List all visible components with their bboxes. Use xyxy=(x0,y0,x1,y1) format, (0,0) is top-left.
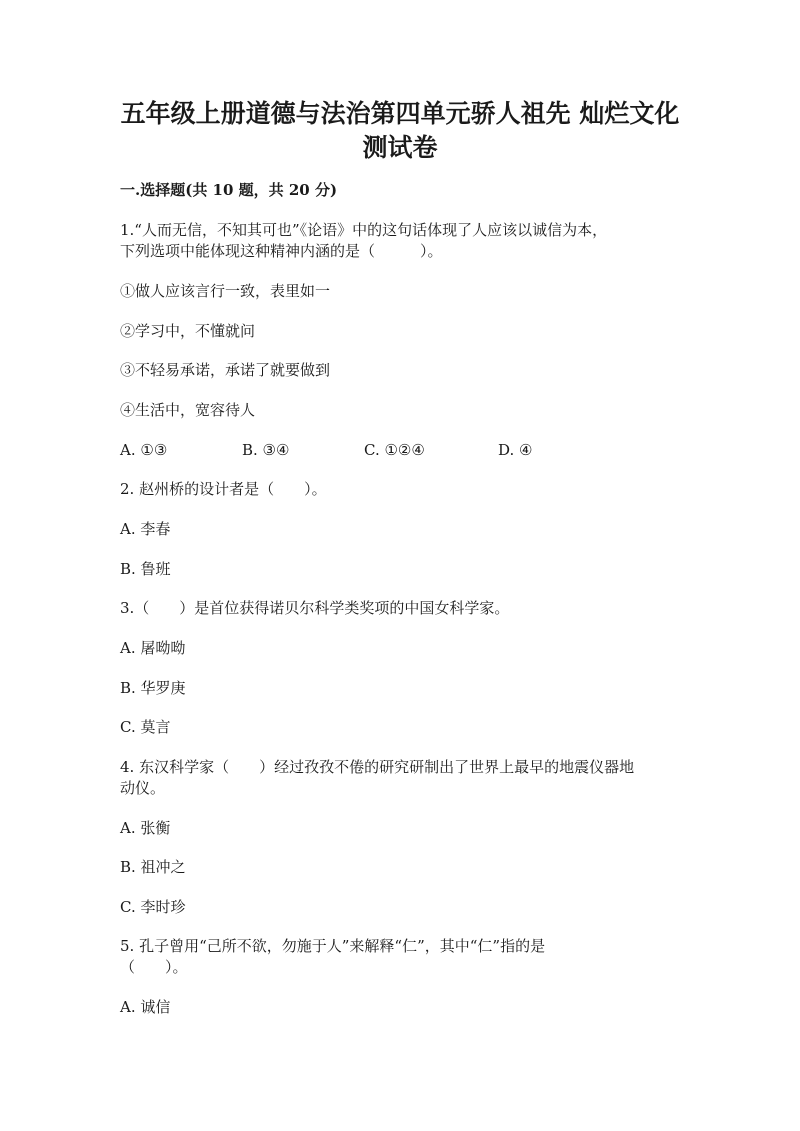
question-1-statement-2: ②学习中，不懂就问 xyxy=(120,322,256,340)
question-1-stem-line-2: 下列选项中能体现这种精神内涵的是（ ）。 xyxy=(120,242,443,260)
question-3-stem: 3.（ ）是首位获得诺贝尔科学类奖项的中国女科学家。 xyxy=(120,599,510,617)
question-1-option-d: D. ④ xyxy=(498,441,533,459)
question-4-stem-line-2: 动仪。 xyxy=(120,779,166,797)
question-3-option-c: C. 莫言 xyxy=(120,718,171,736)
question-5-stem-line-2: （ ）。 xyxy=(120,958,188,976)
question-1-option-a: A. ①③ xyxy=(120,441,168,459)
question-1-statement-1: ①做人应该言行一致，表里如一 xyxy=(120,282,331,300)
question-5-stem-line-1: 5. 孔子曾用“己所不欲，勿施于人”来解释“仁”，其中“仁”指的是 xyxy=(120,937,546,955)
question-1-option-c: C. ①②④ xyxy=(364,441,425,459)
question-2-option-a: A. 李春 xyxy=(120,520,171,538)
question-1-statement-4: ④生活中，宽容待人 xyxy=(120,401,256,419)
question-5-option-a: A. 诚信 xyxy=(120,998,171,1016)
page-title-line-2: 测试卷 xyxy=(362,133,438,162)
section-heading: 一.选择题(共 10 题，共 20 分) xyxy=(120,181,338,199)
question-4-option-c: C. 李时珍 xyxy=(120,898,186,916)
question-1-stem-line-1: 1.“人而无信，不知其可也”《论语》中的这句话体现了人应该以诚信为本， xyxy=(120,221,608,239)
question-1-statement-3: ③不轻易承诺，承诺了就要做到 xyxy=(120,361,331,379)
question-4-stem-line-1: 4. 东汉科学家（ ）经过孜孜不倦的研究研制出了世界上最早的地震仪器地 xyxy=(120,758,635,776)
page-title-line-1: 五年级上册道德与法治第四单元骄人祖先 灿烂文化 xyxy=(120,99,680,128)
question-2-option-b: B. 鲁班 xyxy=(120,560,171,578)
question-4-option-a: A. 张衡 xyxy=(120,819,171,837)
question-3-option-b: B. 华罗庚 xyxy=(120,679,186,697)
question-1-option-b: B. ③④ xyxy=(242,441,290,459)
question-4-option-b: B. 祖冲之 xyxy=(120,858,186,876)
question-2-stem: 2. 赵州桥的设计者是（ ）。 xyxy=(120,480,327,498)
question-3-option-a: A. 屠呦呦 xyxy=(120,639,186,657)
